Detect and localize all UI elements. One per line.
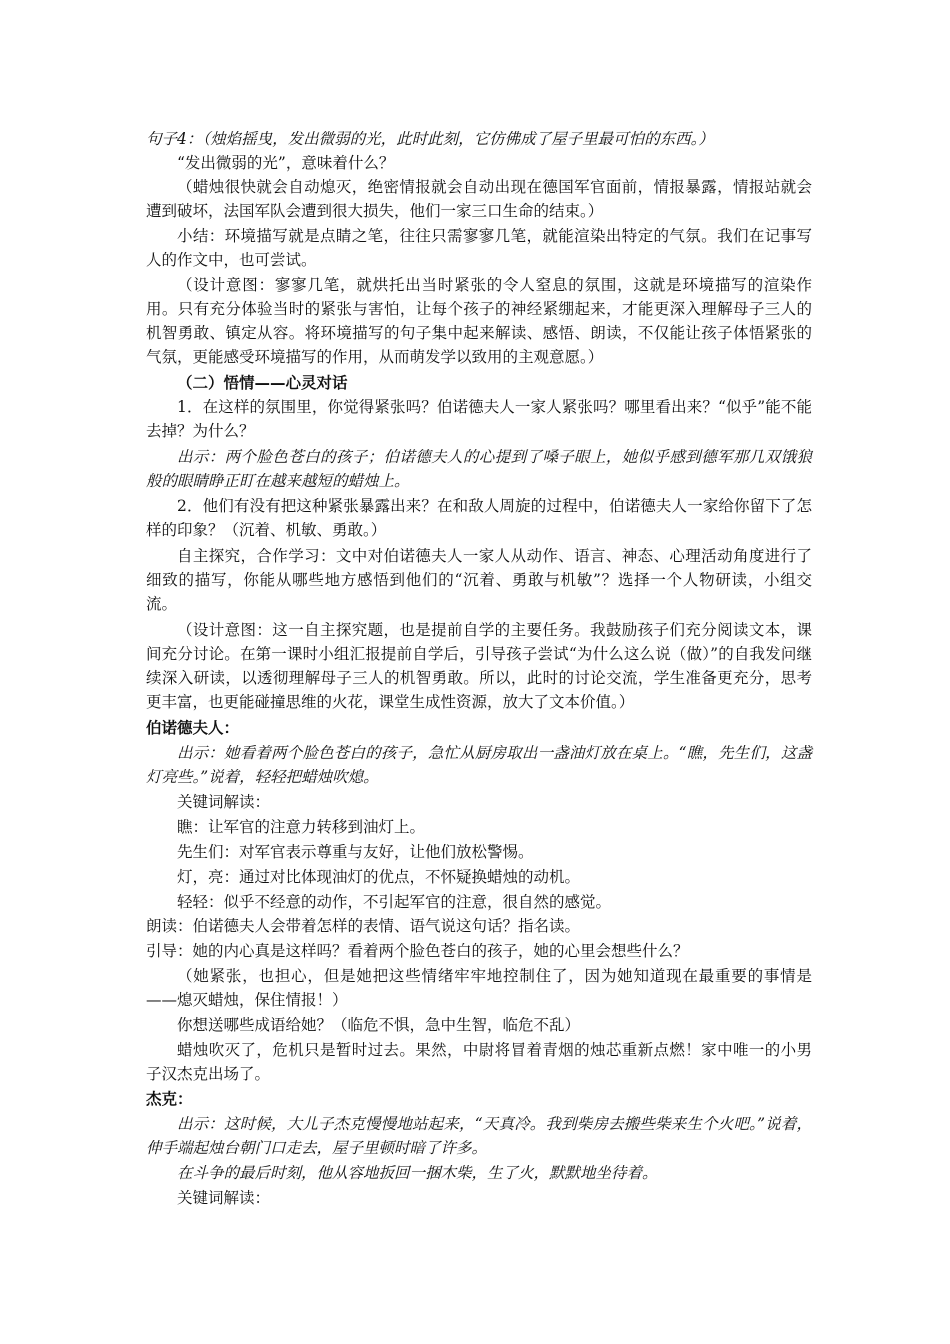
summary-paragraph: 小结：环境描写就是点睛之笔，往往只需寥寥几笔，就能渲染出特定的气氛。我们在记事写人的作文中，也可尝试。: [146, 227, 812, 269]
display-quote-3: 出示：这时候，大儿子杰克慢慢地站起来，“天真冷。我到柴房去搬些柴来生个火吧。”说着，伸手端起烛台朝门口走去，屋子里顿时暗了许多。: [146, 1115, 812, 1157]
keyword-item-gently: 轻轻：似乎不经意的动作，不引起军官的注意，很自然的感觉。: [177, 893, 612, 911]
guide-answer: （她紧张，也担心，但是她把这些情绪牢牢地控制住了，因为她知道现在最重要的事情是——熄灭蜡烛，保住情报！）: [146, 967, 812, 1009]
sentence-4-quote: 句子4：（烛焰摇曳，发出微弱的光，此时此刻，它仿佛成了屋子里最可怕的东西。）: [146, 130, 714, 148]
display-quote-1: 出示：两个脸色苍白的孩子；伯诺德夫人的心提到了嗓子眼上，她似乎感到德军那几双饿狼般的眼睛睁正盯在越来越短的蜡烛上。: [146, 448, 812, 490]
character-heading-jack: 杰克：: [146, 1090, 193, 1108]
idiom-question: 你想送哪些成语给她？（临危不惧，急中生智，临危不乱）: [177, 1016, 581, 1034]
keyword-label-1: 关键词解读：: [177, 793, 271, 811]
section-heading: （二）悟情——心灵对话: [177, 374, 348, 392]
transition-paragraph: 蜡烛吹灭了，危机只是暂时过去。果然，中尉将冒着青烟的烛芯重新点燃！家中唯一的小男子汉杰克出场了。: [146, 1041, 812, 1083]
question-2: 2．他们有没有把这种紧张暴露出来？在和敌人周旋的过程中，伯诺德夫人一家给你留下了怎样的印象？（沉着、机敏、勇敢。）: [146, 497, 812, 539]
keyword-label-2: 关键词解读：: [177, 1189, 271, 1207]
character-heading-mrs-bernard: 伯诺德夫人：: [146, 719, 240, 737]
keyword-item-gentlemen: 先生们：对军官表示尊重与友好，让他们放松警惕。: [177, 843, 534, 861]
display-quote-2: 出示：她看着两个脸色苍白的孩子，急忙从厨房取出一盏油灯放在桌上。“瞧，先生们，这盏灯亮些。”说着，轻轻把蜡烛吹熄。: [146, 744, 812, 786]
reading-prompt: 朗读：伯诺德夫人会带着怎样的表情、语气说这句话？指名读。: [146, 917, 581, 935]
design-intent-1: （设计意图：寥寥几笔，就烘托出当时紧张的令人窒息的氛围，这就是环境描写的渲染作用。只有充分体验当时的紧张与害怕，让每个孩子的神经紧绷起来，才能更深入理解母子三人的机智勇敢、镇定从容。将环境描写的句子集中起来解读、感悟、朗读，不仅能让孩子体悟紧张的气氛，更能感受环境描写的作用，从而萌发学以致用的主观意愿。）: [146, 276, 812, 366]
guide-prompt: 引导：她的内心真是这样吗？看着两个脸色苍白的孩子，她的心里会想些什么？: [146, 942, 689, 960]
display-quote-4: 在斗争的最后时刻，他从容地扳回一捆木柴，生了火，默默地坐待着。: [177, 1164, 658, 1182]
question-1: 1．在这样的氛围里，你觉得紧张吗？伯诺德夫人一家人紧张吗？哪里看出来？“似乎”能不能去掉？为什么？: [146, 398, 812, 440]
answer-weak-light: （蜡烛很快就会自动熄灭，绝密情报就会自动出现在德国军官面前，情报暴露，情报站就会遭到破坏，法国军队会遭到很大损失，他们一家三口生命的结束。）: [146, 178, 812, 220]
question-weak-light: “发出微弱的光”，意味着什么？: [177, 154, 395, 172]
keyword-item-look: 瞧：让军官的注意力转移到油灯上。: [177, 818, 426, 836]
keyword-item-lamp: 灯，亮：通过对比体现油灯的优点，不怀疑换蜡烛的动机。: [177, 868, 581, 886]
design-intent-2: （设计意图：这一自主探究题，也是提前自学的主要任务。我鼓励孩子们充分阅读文本，课间充分讨论。在第一课时小组汇报提前自学后，引导孩子尝试“为什么这么说（做）”的自我发问继续深入研读，以透彻理解母子三人的机智勇敢。所以，此时的讨论交流，学生准备更充分，思考更丰富，也更能碰撞思维的火花，课堂生成性资源，放大了文本价值。）: [146, 621, 812, 711]
self-study-task: 自主探究，合作学习：文中对伯诺德夫人一家人从动作、语言、神态、心理活动角度进行了细致的描写，你能从哪些地方感悟到他们的“沉着、勇敢与机敏”？选择一个人物研读，小组交流。: [146, 547, 812, 613]
